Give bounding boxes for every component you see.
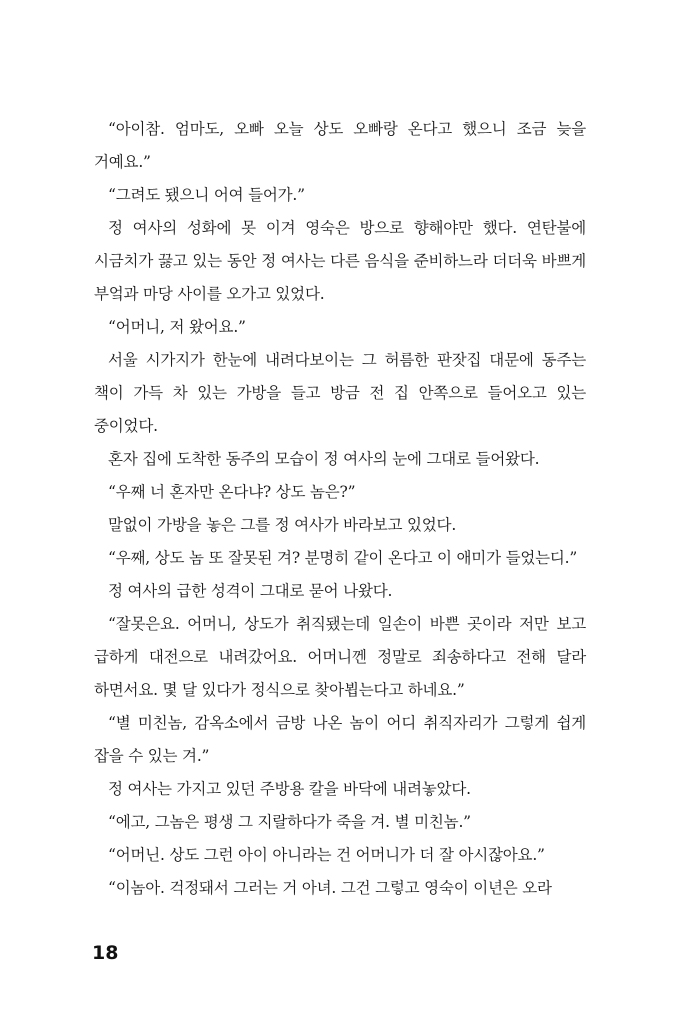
paragraph: “별 미친놈, 감옥소에서 금방 나온 놈이 어디 취직자리가 그렇게 쉽게 잡을 수 있는 겨.” (94, 714, 586, 765)
paragraph: 정 여사의 급한 성격이 그대로 묻어 나왔다. (108, 582, 393, 600)
paragraph: 혼자 집에 도착한 동주의 모습이 정 여사의 눈에 그대로 들어왔다. (108, 450, 540, 468)
paragraph: “우째, 상도 놈 또 잘못된 겨? 분명히 같이 온다고 이 애미가 들었는디.” (108, 549, 578, 567)
paragraph: 정 여사는 가지고 있던 주방용 칼을 바닥에 내려놓았다. (108, 780, 471, 798)
paragraph: “어머닌. 상도 그런 아이 아니라는 건 어머니가 더 잘 아시잖아요.” (108, 846, 545, 864)
paragraph: “그려도 됐으니 어여 들어가.” (108, 186, 305, 204)
body-text (94, 113, 586, 905)
paragraph: “이놈아. 걱정돼서 그러는 거 아녀. 그건 그렇고 영숙이 이년은 오라 (108, 879, 552, 897)
paragraph: 서울 시가지가 한눈에 내려다보이는 그 허름한 판잣집 대문에 동주는 책이 가득 차 있는 가방을 들고 방금 전 집 안쪽으로 들어오고 있는 중이었다. (94, 351, 586, 435)
paragraph: “우째 너 혼자만 온다냐? 상도 놈은?” (108, 483, 356, 501)
paragraph: “에고, 그놈은 평생 그 지랄하다가 죽을 겨. 별 미친놈.” (108, 813, 471, 831)
paragraph: 말없이 가방을 놓은 그를 정 여사가 바라보고 있었다. (108, 516, 457, 534)
paragraph: “어머니, 저 왔어요.” (108, 318, 246, 336)
paragraph: “아이참. 엄마도, 오빠 오늘 상도 오빠랑 온다고 했으니 조금 늦을 거예요.” (94, 120, 586, 171)
paragraph: “잘못은요. 어머니, 상도가 취직됐는데 일손이 바쁜 곳이라 저만 보고 급하게 대전으로 내려갔어요. 어머니껜 정말로 죄송하다고 전해 달라 하면서요. 몇 달 있다가 정식으로 찾아뵙는다고 하네요.” (94, 615, 586, 699)
paragraph: 정 여사의 성화에 못 이겨 영숙은 방으로 향해야만 했다. 연탄불에 시금치가 끓고 있는 동안 정 여사는 다른 음식을 준비하느라 더더욱 바쁘게 부엌과 마당 사이를 오가고 있었다. (94, 219, 586, 303)
page-number: 18 (92, 942, 119, 964)
